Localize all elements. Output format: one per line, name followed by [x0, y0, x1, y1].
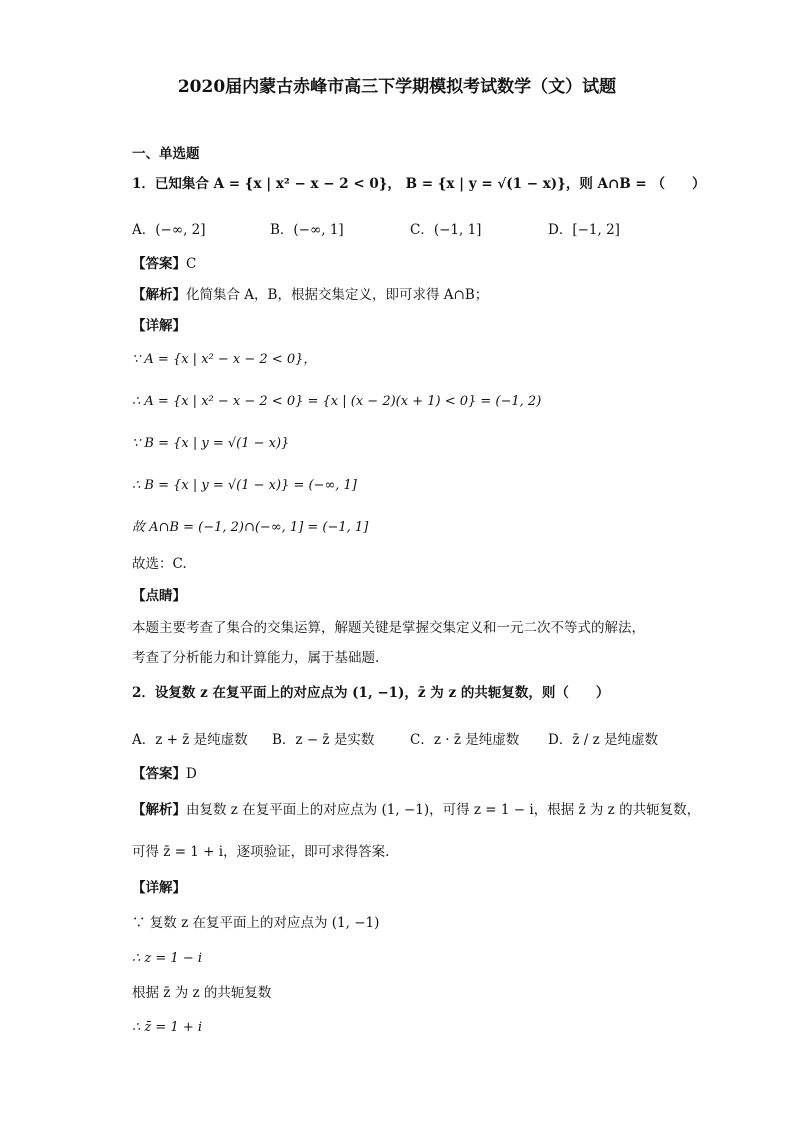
- q1-answer: [132, 254, 196, 274]
- q1-option-c: C．(−1, 1]: [410, 222, 482, 238]
- q1-detail-label: 【详解】: [132, 318, 186, 334]
- q1-step: ∴ A = {x | x² − x − 2 < 0} = {x | (x − 2)(x + 1) < 0} = (−1, 2): [132, 394, 542, 409]
- q2-analysis-cont: 可得 z̄ = 1 + i，逐项验证，即可求得答案.: [132, 844, 390, 860]
- analysis-text: 化简集合 A，B，根据交集定义，即可求得 A∩B；: [186, 287, 489, 303]
- q1-option-a: A．(−∞, 2]: [132, 222, 206, 238]
- q1-comment-line: 考查了分析能力和计算能力，属于基础题.: [132, 650, 380, 666]
- q1-option-d: D．[−1, 2]: [548, 222, 620, 238]
- answer-label: 【答案】: [132, 766, 186, 782]
- q2-answer: [132, 764, 197, 784]
- page-title: 2020届内蒙古赤峰市高三下学期模拟考试数学（文）试题: [177, 77, 617, 97]
- analysis-label: 【解析】: [132, 287, 186, 303]
- q1-comment-line: 本题主要考查了集合的交集运算，解题关键是掌握交集定义和一元二次不等式的解法，: [132, 620, 645, 636]
- analysis-label: 【解析】: [132, 802, 186, 818]
- q2-step: ∵ 复数 z 在复平面上的对应点为 (1, −1): [132, 915, 380, 931]
- analysis-text: 由复数 z 在复平面上的对应点为 (1, −1)，可得 z = 1 − i，根据 z̄ 为 z 的共轭复数，: [186, 802, 701, 818]
- q1-step: ∵ A = {x | x² − x − 2 < 0}，: [132, 352, 317, 367]
- answer-value: D: [186, 766, 197, 782]
- q2-step: ∴ z = 1 − i: [132, 951, 202, 966]
- q2-option-c: C．z · z̄ 是纯虚数: [410, 732, 520, 748]
- q1-stem: 1．已知集合 A = {x | x² − x − 2 < 0}， B = {x | y = √(1 − x)}，则 A∩B = （ ）: [132, 176, 706, 192]
- q2-stem: 2．设复数 z 在复平面上的对应点为 (1, −1)，z̄ 为 z 的共轭复数，则（ ）: [132, 685, 610, 701]
- q1-step: 故 A∩B = (−1, 2)∩(−∞, 1] = (−1, 1]: [132, 520, 369, 535]
- q1-step: 故选：C.: [132, 556, 187, 572]
- q1-step: ∴ B = {x | y = √(1 − x)} = (−∞, 1]: [132, 478, 357, 493]
- answer-value: C: [186, 256, 197, 272]
- q2-step: ∴ z̄ = 1 + i: [132, 1020, 202, 1035]
- answer-label: 【答案】: [132, 256, 186, 272]
- q2-option-b: B．z − z̄ 是实数: [272, 732, 375, 748]
- q1-comment-label: 【点睛】: [132, 588, 186, 604]
- q2-option-a: A．z + z̄ 是纯虚数: [132, 732, 248, 748]
- q2-option-d: D．z̄ / z 是纯虚数: [548, 732, 658, 748]
- q1-step: ∵ B = {x | y = √(1 − x)}: [132, 436, 290, 451]
- q2-detail-label: 【详解】: [132, 880, 186, 896]
- q2-analysis: [132, 800, 700, 820]
- q2-step: 根据 z̄ 为 z 的共轭复数: [132, 985, 272, 1001]
- q1-option-b: B．(−∞, 1]: [270, 222, 344, 238]
- q1-analysis: [132, 285, 488, 305]
- section-heading: 一、单选题: [132, 146, 200, 162]
